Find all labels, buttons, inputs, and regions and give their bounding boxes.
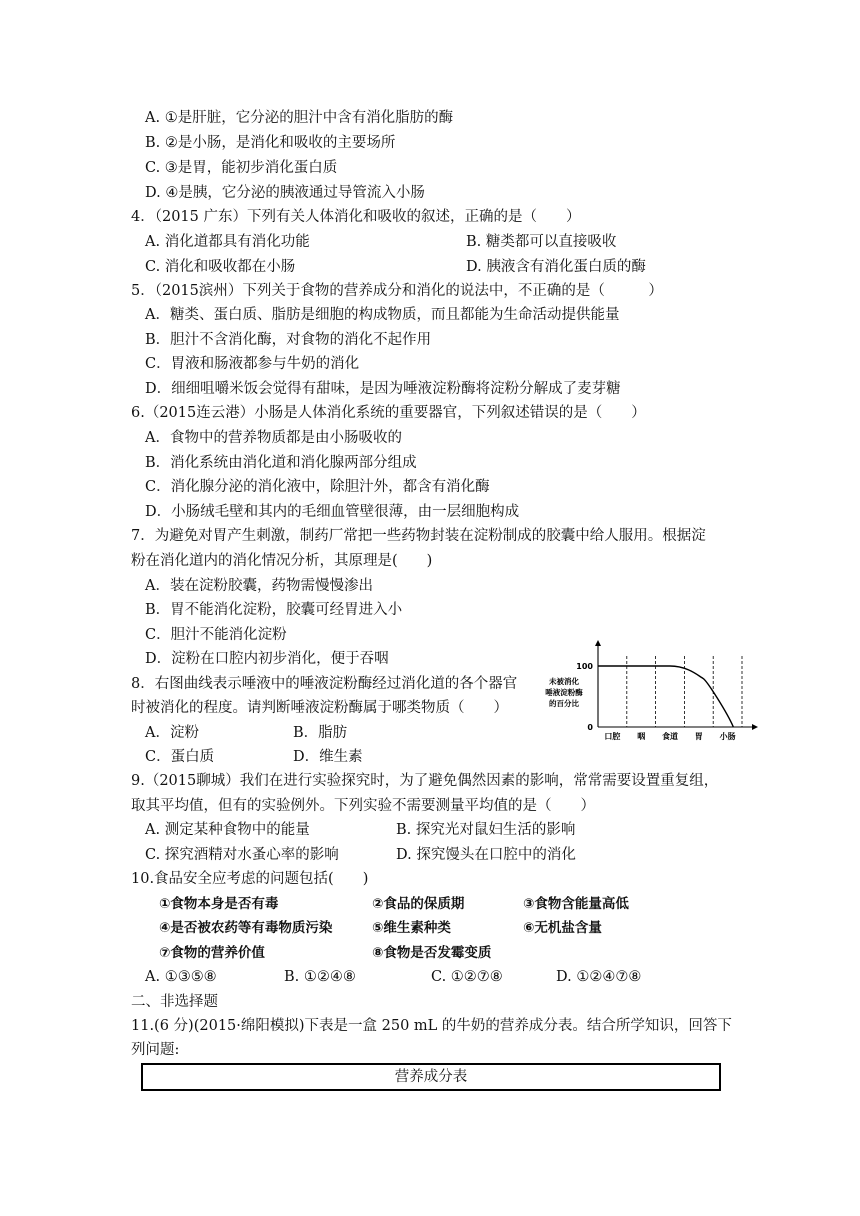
q7-option-d: D．淀粉在口腔内初步消化，便于吞咽: [145, 651, 389, 667]
q5-option-a: A．糖类、蛋白质、脂肪是细胞的构成物质，而且都能为生命活动提供能量: [145, 307, 620, 323]
q9-option-d: D. 探究馒头在口腔中的消化: [396, 847, 576, 863]
q11-stem-line1: 11.(6 分)(2015·绵阳模拟)下表是一盒 250 mL 的牛奶的营养成分表。结合所学知识，回答下: [131, 1018, 732, 1034]
q10-option-a: A. ①③⑤⑧: [145, 969, 217, 985]
q4-option-c: C. 消化和吸收都在小肠: [145, 259, 296, 275]
q3-option-b: B. ②是小肠，是消化和吸收的主要场所: [145, 135, 396, 151]
q10-item-3: ③食物含能量高低: [523, 896, 629, 912]
q7-option-b: B．胃不能消化淀粉，胶囊可经胃进入小: [145, 602, 403, 618]
y-axis-label-line: 唾液淀粉酶: [545, 688, 583, 697]
q10-option-c: C. ①②⑦⑧: [431, 969, 503, 985]
q4-option-b: B. 糖类都可以直接吸收: [466, 234, 617, 250]
q9-stem-line2: 取其平均值，但有的实验例外。下列实验不需要测量平均值的是（ ）: [131, 798, 595, 814]
q8-option-b: B．脂肪: [293, 725, 348, 741]
q5-option-c: C．胃液和肠液都参与牛奶的消化: [145, 356, 360, 372]
y-axis-arrow: [595, 640, 601, 646]
x-category-label: 食道: [662, 732, 678, 741]
q7-option-a: A．装在淀粉胶囊，药物需慢慢渗出: [145, 578, 373, 594]
q6-stem: 6.（2015连云港）小肠是人体消化系统的重要器官，下列叙述错误的是（ ）: [131, 405, 646, 421]
q8-option-d: D．维生素: [293, 749, 363, 765]
q4-stem: 4．（2015 广东）下列有关人体消化和吸收的叙述，正确的是（ ）: [131, 209, 581, 225]
q3-option-c: C. ③是胃，能初步消化蛋白质: [145, 160, 338, 176]
q8-option-c: C．蛋白质: [145, 749, 215, 765]
q10-item-1: ①食物本身是否有毒: [159, 896, 279, 912]
q11-stem-line2: 列问题:: [131, 1042, 180, 1058]
q10-item-4: ④是否被农药等有毒物质污染: [159, 920, 333, 936]
q9-option-a: A. 测定某种食物中的能量: [145, 822, 310, 838]
q10-item-6: ⑥无机盐含量: [523, 920, 602, 936]
q10-option-d: D. ①②④⑦⑧: [556, 969, 642, 985]
q7-stem-line2: 粉在消化道内的消化情况分析，其原理是( ): [131, 553, 433, 569]
q5-stem: 5．（2015滨州）下列关于食物的营养成分和消化的说法中，不正确的是（ ）: [131, 283, 663, 299]
y-axis-label-line: 的百分比: [549, 699, 579, 708]
q9-option-c: C. 探究酒精对水蚤心率的影响: [145, 847, 339, 863]
q10-item-8: ⑧食物是否发霉变质: [372, 945, 492, 961]
q6-option-a: A．食物中的营养物质都是由小肠吸收的: [145, 430, 402, 446]
q10-item-7: ⑦食物的营养价值: [159, 945, 265, 961]
x-category-label: 咽: [637, 732, 646, 741]
q4-option-a: A. 消化道都具有消化功能: [145, 234, 310, 250]
nutrition-table-title: 营养成分表: [141, 1063, 721, 1091]
q6-option-c: C．消化腺分泌的消化液中，除胆汁外，都含有消化酶: [145, 479, 490, 495]
q3-option-a: A. ①是肝脏，它分泌的胆汁中含有消化脂肪的酶: [145, 110, 454, 126]
x-category-label: 小肠: [719, 732, 736, 741]
q7-stem-line1: 7．为避免对胃产生刺激，制药厂常把一些药物封装在淀粉制成的胶囊中给人服用。根据淀: [131, 528, 706, 544]
q6-option-d: D．小肠绒毛壁和其内的毛细血管壁很薄，由一层细胞构成: [145, 504, 520, 520]
x-category-label: 胃: [694, 732, 703, 741]
x-category-label: 口腔: [604, 732, 621, 741]
x-axis-arrow: [752, 724, 758, 730]
q10-option-b: B. ①②④⑧: [284, 969, 356, 985]
q4-option-d: D. 胰液含有消化蛋白质的酶: [466, 259, 646, 275]
q9-option-b: B. 探究光对鼠妇生活的影响: [396, 822, 576, 838]
y-tick-label: 100: [576, 662, 593, 671]
q6-option-b: B．消化系统由消化道和消化腺两部分组成: [145, 455, 417, 471]
q10-item-5: ⑤维生素种类: [372, 920, 451, 936]
enzyme-digestion-chart: [540, 638, 760, 748]
q8-stem-line1: 8．右图曲线表示唾液中的唾液淀粉酶经过消化道的各个器官: [131, 676, 518, 692]
q5-option-d: D．细细咀嚼米饭会觉得有甜味，是因为唾液淀粉酶将淀粉分解成了麦芽糖: [145, 381, 621, 397]
y-axis-label-line: 未被消化: [549, 677, 579, 686]
q10-stem: 10.食品安全应考虑的问题包括( ): [131, 871, 369, 887]
q8-stem-line2: 时被消化的程度。请判断唾液淀粉酶属于哪类物质（ ）: [131, 700, 508, 716]
q8-option-a: A．淀粉: [145, 725, 199, 741]
q3-option-d: D. ④是胰，它分泌的胰液通过导管流入小肠: [145, 185, 425, 201]
q9-stem-line1: 9.（2015聊城）我们在进行实验探究时，为了避免偶然因素的影响，常常需要设置重复组，: [131, 773, 719, 789]
q5-option-b: B．胆汁不含消化酶，对食物的消化不起作用: [145, 332, 432, 348]
y-tick-label: 0: [587, 723, 593, 732]
q10-item-2: ②食品的保质期: [372, 896, 465, 912]
section-heading: 二、非选择题: [131, 994, 218, 1010]
q7-option-c: C．胆汁不能消化淀粉: [145, 627, 287, 643]
